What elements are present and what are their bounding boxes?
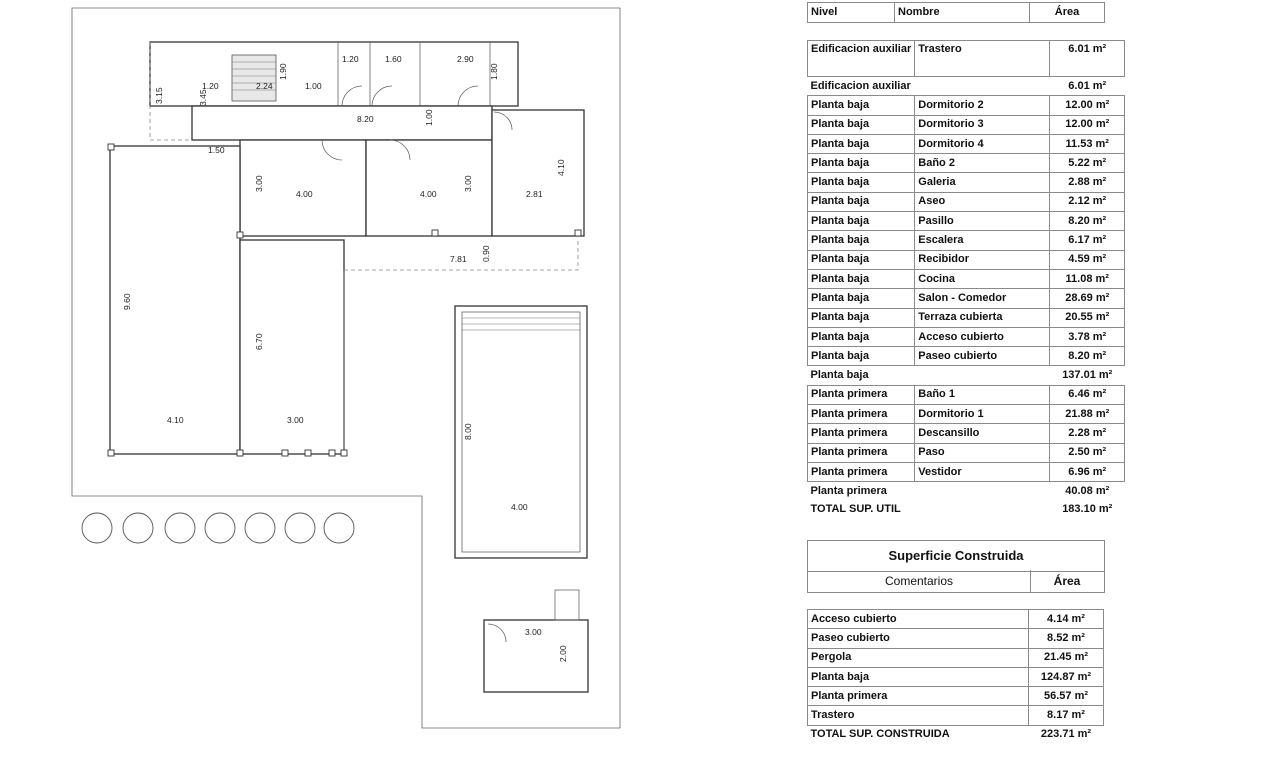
- dim-label: 1.00: [305, 81, 322, 91]
- cell-area: 2.50 m²: [1050, 443, 1125, 462]
- bedroom-right: [492, 110, 584, 236]
- cell-area: 56.57 m²: [1029, 687, 1104, 706]
- table-row: [808, 629, 1104, 648]
- subtotal-area: 137.01 m²: [1062, 369, 1113, 382]
- table-row: [808, 385, 1125, 404]
- table-row: [808, 648, 1104, 667]
- dim-label: 1.80: [489, 63, 499, 80]
- dim-label: 4.00: [511, 502, 528, 512]
- table-row: [808, 173, 1125, 192]
- table-row: [808, 212, 1125, 231]
- built-table-header: [807, 570, 1105, 593]
- cell-area: 2.28 m²: [1050, 424, 1125, 443]
- cell-nombre: Dormitorio 1: [915, 405, 1050, 424]
- cell-nivel: Planta baja: [808, 269, 915, 288]
- cell-nivel: Planta baja: [808, 212, 915, 231]
- cell-nivel: Planta baja: [808, 192, 915, 211]
- cell-area: 6.96 m²: [1050, 462, 1125, 481]
- table-row: [808, 134, 1125, 153]
- cell-nivel: Planta baja: [808, 250, 915, 269]
- pool: [455, 306, 587, 558]
- table-row: [808, 706, 1104, 725]
- total-area: 223.71 m²: [1040, 728, 1092, 741]
- dim-label: 3.00: [254, 175, 264, 192]
- cell-area: 6.01 m²: [1050, 41, 1125, 77]
- table-row: [808, 154, 1125, 173]
- cell-nombre: Descansillo: [915, 424, 1050, 443]
- cell-area: 3.78 m²: [1050, 327, 1125, 346]
- dim-label: 7.81: [450, 254, 467, 264]
- dim-label: 2.24: [256, 81, 273, 91]
- cell-area: 11.08 m²: [1050, 269, 1125, 288]
- dim-label: 1.90: [278, 63, 288, 80]
- cell-area: 21.45 m²: [1029, 648, 1104, 667]
- cell-nivel: Planta baja: [808, 289, 915, 308]
- cell-area: 5.22 m²: [1050, 154, 1125, 173]
- subtotal-label: TOTAL SUP. UTIL: [810, 503, 901, 516]
- built-table: [807, 609, 1104, 744]
- dim-label: 2.90: [457, 54, 474, 64]
- cell-area: 8.52 m²: [1029, 629, 1104, 648]
- util-table: [807, 40, 1125, 519]
- table-row: [808, 269, 1125, 288]
- total-label: TOTAL SUP. CONSTRUIDA: [810, 728, 950, 741]
- subtotal-label: Planta primera: [810, 484, 887, 497]
- cell-name: Acceso cubierto: [808, 610, 1029, 629]
- subtotal-label: Planta baja: [810, 369, 869, 382]
- subtotal-row: [808, 366, 1125, 385]
- cell-name: Planta baja: [808, 667, 1029, 686]
- cell-nombre: Salon - Comedor: [915, 289, 1050, 308]
- header-area: Área: [1053, 574, 1081, 588]
- cell-nombre: Terraza cubierta: [915, 308, 1050, 327]
- util-table-header: [807, 2, 1105, 23]
- cell-area: 2.88 m²: [1050, 173, 1125, 192]
- dim-label: 3.00: [463, 175, 473, 192]
- cell-area: 20.55 m²: [1050, 308, 1125, 327]
- cell-area: 8.20 m²: [1050, 212, 1125, 231]
- table-row: [808, 231, 1125, 250]
- dim-label: 9.60: [122, 293, 132, 310]
- table-row: [808, 41, 1125, 77]
- cell-nombre: Aseo: [915, 192, 1050, 211]
- cell-nivel: Planta baja: [808, 308, 915, 327]
- cell-nombre: Dormitorio 4: [915, 134, 1050, 153]
- dim-label: 1.50: [208, 145, 225, 155]
- cell-nivel: Planta baja: [808, 231, 915, 250]
- trees: [82, 513, 354, 543]
- dim-label: 1.20: [342, 54, 359, 64]
- subtotal-label: Edificacion auxiliar: [810, 79, 911, 92]
- subtotal-area: 6.01 m²: [1068, 79, 1107, 92]
- cell-area: 28.69 m²: [1050, 289, 1125, 308]
- cell-area: 6.46 m²: [1050, 385, 1125, 404]
- table-row: [808, 462, 1125, 481]
- cell-nombre: Baño 1: [915, 385, 1050, 404]
- cell-nivel: Planta primera: [808, 462, 915, 481]
- cell-nivel: Planta baja: [808, 154, 915, 173]
- table-row: [808, 667, 1104, 686]
- dim-label: 4.10: [167, 415, 184, 425]
- dim-label: 2.81: [526, 189, 543, 199]
- cell-name: Pergola: [808, 648, 1029, 667]
- cell-nombre: Pasillo: [915, 212, 1050, 231]
- header-area: Área: [1030, 3, 1105, 23]
- dim-label: 2.00: [558, 645, 568, 662]
- cell-area: 11.53 m²: [1050, 134, 1125, 153]
- dim-label: 3.00: [525, 627, 542, 637]
- cell-nombre: Recibidor: [915, 250, 1050, 269]
- dim-label: 3.00: [287, 415, 304, 425]
- cell-nombre: Trastero: [915, 41, 1050, 77]
- header-nivel: Nivel: [808, 3, 895, 23]
- table-row: [808, 405, 1125, 424]
- subtotal-area: 40.08 m²: [1065, 484, 1110, 497]
- table-row: [808, 424, 1125, 443]
- table-row: [808, 610, 1104, 629]
- subtotal-row: [808, 77, 1125, 96]
- cell-name: Trastero: [808, 706, 1029, 725]
- cell-nombre: Paseo cubierto: [915, 347, 1050, 366]
- cell-nivel: Planta baja: [808, 134, 915, 153]
- cell-nombre: Galeria: [915, 173, 1050, 192]
- cell-name: Planta primera: [808, 687, 1029, 706]
- corridor: [192, 106, 492, 140]
- dim-label: 4.10: [556, 159, 566, 176]
- table-row: [808, 308, 1125, 327]
- dim-label: 6.70: [254, 333, 264, 350]
- built-table-title: Superficie Construida: [807, 540, 1105, 572]
- cell-nombre: Vestidor: [915, 462, 1050, 481]
- bedroom-middle: [366, 140, 492, 236]
- cell-nivel: Planta baja: [808, 347, 915, 366]
- dim-label: 1.60: [385, 54, 402, 64]
- dim-label: 8.00: [463, 423, 473, 440]
- cell-area: 124.87 m²: [1029, 667, 1104, 686]
- dim-label: 4.00: [296, 189, 313, 199]
- subtotal-area: 183.10 m²: [1062, 503, 1113, 516]
- cell-nombre: Acceso cubierto: [915, 327, 1050, 346]
- cell-nombre: Dormitorio 3: [915, 115, 1050, 134]
- table-row: [808, 347, 1125, 366]
- table-row: [808, 687, 1104, 706]
- cell-area: 4.59 m²: [1050, 250, 1125, 269]
- cell-area: 2.12 m²: [1050, 192, 1125, 211]
- subtotal-row: [808, 482, 1125, 501]
- cell-nivel: Planta baja: [808, 96, 915, 115]
- cell-nombre: Escalera: [915, 231, 1050, 250]
- table-row: [808, 289, 1125, 308]
- cell-nivel: Planta baja: [808, 173, 915, 192]
- dim-label: 4.00: [420, 189, 437, 199]
- cell-nivel: Planta primera: [808, 443, 915, 462]
- cell-nivel: Planta primera: [808, 405, 915, 424]
- cell-area: 8.20 m²: [1050, 347, 1125, 366]
- cell-nivel: Planta primera: [808, 385, 915, 404]
- cell-nivel: Planta baja: [808, 327, 915, 346]
- cell-nombre: Baño 2: [915, 154, 1050, 173]
- dim-label: 0.90: [481, 245, 491, 262]
- cell-nombre: Paso: [915, 443, 1050, 462]
- dim-label: 1.00: [424, 109, 434, 126]
- cell-name: Paseo cubierto: [808, 629, 1029, 648]
- header-nombre: Nombre: [895, 3, 1030, 23]
- header-comentarios: Comentarios: [808, 570, 1031, 592]
- dim-label: 8.20: [357, 114, 374, 124]
- dim-label: 3.15: [154, 87, 164, 104]
- subtotal-row: [808, 501, 1125, 519]
- table-row: [808, 96, 1125, 115]
- dim-label: 3.45: [198, 89, 208, 106]
- table-row: [808, 115, 1125, 134]
- cell-nivel: Planta baja: [808, 115, 915, 134]
- table-row: [808, 443, 1125, 462]
- dim-label: 1.20: [202, 81, 219, 91]
- table-row: [808, 250, 1125, 269]
- cell-area: 21.88 m²: [1050, 405, 1125, 424]
- table-row: [808, 327, 1125, 346]
- cell-area: 4.14 m²: [1029, 610, 1104, 629]
- cell-area: 8.17 m²: [1029, 706, 1104, 725]
- total-row: [808, 725, 1104, 744]
- cell-area: 6.17 m²: [1050, 231, 1125, 250]
- cell-nivel: Planta primera: [808, 424, 915, 443]
- cell-area: 12.00 m²: [1050, 96, 1125, 115]
- cell-nivel: Edificacion auxiliar: [808, 41, 915, 77]
- table-row: [808, 192, 1125, 211]
- cell-nombre: Cocina: [915, 269, 1050, 288]
- cell-area: 12.00 m²: [1050, 115, 1125, 134]
- cell-nombre: Dormitorio 2: [915, 96, 1050, 115]
